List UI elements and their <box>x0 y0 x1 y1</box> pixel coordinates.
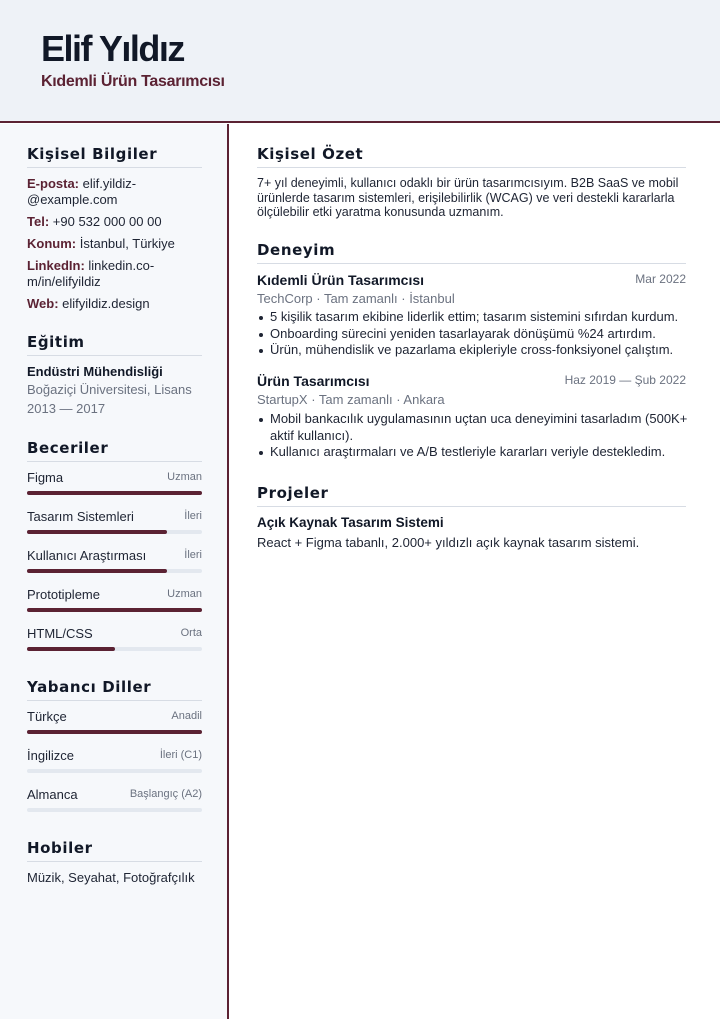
skills-heading: Beceriler <box>27 439 202 462</box>
language-level: İleri (C1) <box>159 749 202 761</box>
language-name: Almanca <box>27 787 78 802</box>
skill-bar-track <box>27 647 202 651</box>
hobbies-text: Müzik, Seyahat, Fotoğrafçılık <box>27 870 195 885</box>
bullet-item: 5 kişilik tasarım ekibine liderlik ettim; tasarım sistemini sıfırdan kurdum. <box>257 309 689 326</box>
skill-name: Figma <box>27 470 64 485</box>
skill-item <box>27 626 202 652</box>
education-years: 2013 — 2017 <box>27 401 106 416</box>
skill-level: İleri <box>184 549 202 561</box>
language-name: Türkçe <box>27 709 67 724</box>
resume-header <box>0 0 720 123</box>
email-label: E-posta: <box>27 176 79 191</box>
main-content <box>230 124 720 1019</box>
language-name: İngilizce <box>27 748 74 763</box>
language-item <box>27 787 202 813</box>
website-value[interactable]: elifyildiz.design <box>62 296 150 311</box>
skill-item <box>27 470 202 496</box>
skill-bar-fill <box>27 647 115 651</box>
summary-heading: Kişisel Özet <box>257 145 686 168</box>
sidebar <box>0 124 229 1019</box>
job-date: Haz 2019 — Şub 2022 <box>564 373 686 387</box>
skill-bar-fill <box>27 569 167 573</box>
skill-item <box>27 587 202 613</box>
language-item <box>27 709 202 735</box>
education-school: Boğaziçi Üniversitesi, Lisans <box>27 382 192 397</box>
skill-name: Kullanıcı Araştırması <box>27 548 147 563</box>
job-title: Ürün Tasarımcısı <box>257 373 370 389</box>
phone-value[interactable]: +90 532 000 00 00 <box>52 214 162 229</box>
skill-level: İleri <box>184 510 202 522</box>
website-item <box>27 296 207 312</box>
skill-level: Uzman <box>167 588 202 600</box>
projects-heading: Projeler <box>257 484 686 507</box>
language-bar-track <box>27 769 202 773</box>
skill-level: Uzman <box>167 471 202 483</box>
language-item <box>27 748 202 774</box>
skill-bar-fill <box>27 608 202 612</box>
languages-heading: Yabancı Diller <box>27 678 202 701</box>
language-level: Anadil <box>171 710 202 722</box>
phone-label: Tel: <box>27 214 50 229</box>
language-bar-track <box>27 808 202 812</box>
skill-name: Prototipleme <box>27 587 100 602</box>
skill-bar-track <box>27 569 202 573</box>
skill-name: Tasarım Sistemleri <box>27 509 134 524</box>
summary-text: 7+ yıl deneyimli, kullanıcı odaklı bir ürün tasarımcısıyım. B2B SaaS ve mobil ürünlerde tasarım sistemleri, erişilebilirlik (WCAG) ve veri destekli kararlarla ölçülebilir etki yaratma konusunda uzmanım. <box>257 176 679 219</box>
job-meta: StartupX · Tam zamanlı · Ankara <box>257 392 445 407</box>
skill-bar-track <box>27 491 202 495</box>
email-item <box>27 176 207 208</box>
bullet-item: Ürün, mühendislik ve pazarlama ekipleriyle cross-fonksiyonel çalıştım. <box>257 342 689 359</box>
skill-bar-fill <box>27 491 202 495</box>
job-meta: TechCorp · Tam zamanlı · İstanbul <box>257 291 455 306</box>
job-bullets <box>257 411 689 461</box>
education-heading: Eğitim <box>27 333 202 356</box>
experience-heading: Deneyim <box>257 241 686 264</box>
linkedin-label: LinkedIn: <box>27 258 85 273</box>
skill-name: HTML/CSS <box>27 626 93 641</box>
language-bar-fill <box>27 730 202 734</box>
skill-item <box>27 509 202 535</box>
language-bar-track <box>27 730 202 734</box>
skill-bar-fill <box>27 530 167 534</box>
project-description: React + Figma tabanlı, 2.000+ yıldızlı açık kaynak tasarım sistemi. <box>257 535 640 550</box>
job-title: Kıdemli Ürün Tasarımcısı <box>257 272 425 288</box>
hobbies-heading: Hobiler <box>27 839 202 862</box>
bullet-item: Onboarding sürecini yeniden tasarlayarak dönüşümü %24 artırdım. <box>257 326 689 343</box>
email-value[interactable]: elif.yildiz- @example.com <box>27 176 137 207</box>
education-degree: Endüstri Mühendisliği <box>27 364 163 379</box>
skill-bar-track <box>27 608 202 612</box>
linkedin-item <box>27 258 207 290</box>
candidate-name: Elif Yıldız <box>41 28 184 69</box>
language-level: Başlangıç (A2) <box>129 788 202 800</box>
project-title: Açık Kaynak Tasarım Sistemi <box>257 515 444 530</box>
skill-bar-track <box>27 530 202 534</box>
location-label: Konum: <box>27 236 77 251</box>
location-item <box>27 236 207 252</box>
job-bullets <box>257 309 689 359</box>
candidate-title: Kıdemli Ürün Tasarımcısı <box>41 73 225 90</box>
job-date: Mar 2022 <box>635 272 686 286</box>
personal-info-heading: Kişisel Bilgiler <box>27 145 202 168</box>
location-value: İstanbul, Türkiye <box>79 236 175 251</box>
website-label: Web: <box>27 296 59 311</box>
bullet-item: Kullanıcı araştırmaları ve A/B testleriyle kararları veriyle destekledim. <box>257 444 689 461</box>
bullet-item: Mobil bankacılık uygulamasının uçtan uca deneyimini tasarladım (500K+ aktif kullanıcı). <box>257 411 689 444</box>
skill-item <box>27 548 202 574</box>
skill-level: Orta <box>180 627 202 639</box>
linkedin-value[interactable]: linkedin.co- m/in/elifyildiz <box>27 258 155 289</box>
phone-item <box>27 214 207 230</box>
